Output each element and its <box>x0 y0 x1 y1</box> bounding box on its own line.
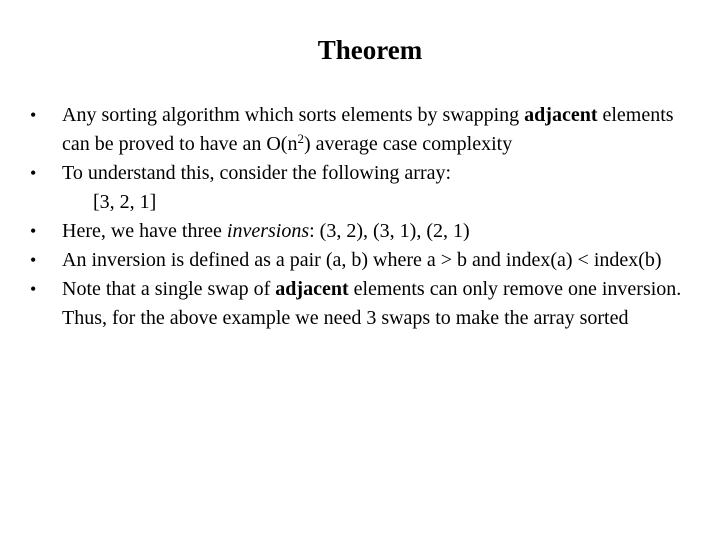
slide-title: Theorem <box>317 35 423 65</box>
text-segment: ) average case complexity <box>303 133 513 155</box>
bullet-item-sorting-complexity <box>0 101 720 159</box>
text-segment: Here, we have three <box>62 220 227 242</box>
bullet-text <box>62 220 470 242</box>
bullet-icon: • <box>30 250 37 270</box>
bullet-text: To understand this, consider the following array: <box>62 162 452 184</box>
bullet-icon: • <box>30 163 37 183</box>
bullet-text: An inversion is defined as a pair (a, b) where a > b and index(a) < index(b) <box>62 249 662 271</box>
bullet-item-consider-array <box>0 159 720 188</box>
array-example: [3, 2, 1] <box>93 191 157 213</box>
bullet-item-inversion-definition <box>0 246 720 275</box>
text-segment: elements can be proved to have an O(n <box>62 104 674 155</box>
text-segment: elements can only remove one inversion. Thus, for the above example we need 3 swaps to make the array sorted <box>62 278 682 329</box>
bullet-icon: • <box>30 221 37 241</box>
italic-inversions: inversions <box>226 220 310 242</box>
bullet-item-adjacent-swap <box>0 275 720 333</box>
text-segment: Note that a single swap of <box>62 278 276 300</box>
text-segment: : (3, 2), (3, 1), (2, 1) <box>309 220 470 242</box>
superscript-exponent: 2 <box>297 131 304 146</box>
bold-adjacent: adjacent <box>524 104 598 126</box>
text-segment: Any sorting algorithm which sorts elements by swapping <box>62 104 525 126</box>
bullet-icon: • <box>30 279 37 299</box>
bold-adjacent: adjacent <box>275 278 349 300</box>
bullet-text <box>62 104 674 155</box>
bullet-list <box>0 101 720 333</box>
bullet-item-inversions <box>0 217 720 246</box>
bullet-text <box>62 278 681 329</box>
bullet-icon: • <box>30 105 37 125</box>
